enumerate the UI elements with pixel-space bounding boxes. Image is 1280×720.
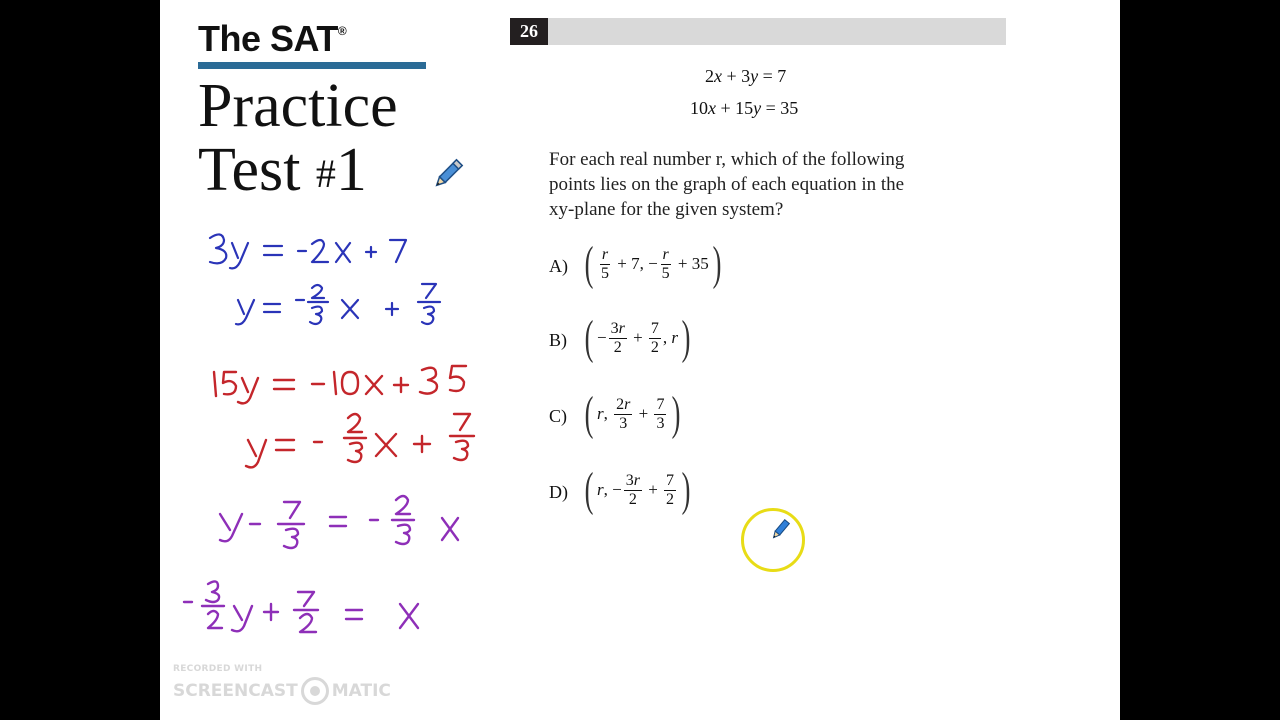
- option-d-expression[interactable]: ( r, − $\frac{3r}{2}$ + $\frac{7}{2}$ ): [584, 463, 691, 516]
- handwritten-work: [160, 0, 1120, 720]
- option-c-expression[interactable]: ( r, $\frac{2r}{3}$ + $\frac{7}{3}$ ): [584, 387, 681, 440]
- watermark-right-text: MATIC: [331, 681, 391, 701]
- option-d-label[interactable]: D): [549, 482, 568, 502]
- screencast-watermark: [173, 664, 391, 705]
- equation-1: 2x + 3y = 7: [705, 66, 787, 86]
- handwriting-line: [236, 284, 440, 324]
- watermark-top-text: RECORDED WITH: [173, 664, 263, 674]
- handwriting-line: [184, 581, 418, 632]
- handwriting-line: [246, 414, 474, 467]
- option-a-label[interactable]: A): [549, 256, 568, 276]
- equation-2: 10x + 15y = 35: [690, 98, 799, 118]
- option-b-expression[interactable]: ( − $\frac{3r}{2}$ + $\frac{7}{2}$ , r ): [584, 311, 691, 364]
- practice-title: Practice: [198, 72, 398, 140]
- question-number: 26: [510, 18, 548, 45]
- test-title: Test #1: [198, 136, 367, 204]
- option-c-label[interactable]: C): [549, 406, 567, 426]
- watermark-left-text: SCREENCAST: [173, 681, 298, 701]
- handwriting-line: [210, 234, 406, 268]
- handwriting-line: [220, 496, 458, 548]
- prompt-line: points lies on the graph of each equation in the: [549, 174, 905, 195]
- screencast-logo-icon: [301, 677, 329, 705]
- handwriting-line: [214, 366, 466, 403]
- worksheet-page: [160, 0, 1120, 720]
- prompt-line: For each real number r, which of the following: [549, 149, 905, 170]
- option-b-label[interactable]: B): [549, 330, 567, 350]
- option-a-expression[interactable]: ( $\frac{r}{5}$ + 7, − $\frac{r}{5}$ + 35 ): [584, 237, 722, 290]
- sat-logo: The SAT®: [198, 18, 347, 59]
- prompt-line: xy-plane for the given system?: [549, 199, 784, 220]
